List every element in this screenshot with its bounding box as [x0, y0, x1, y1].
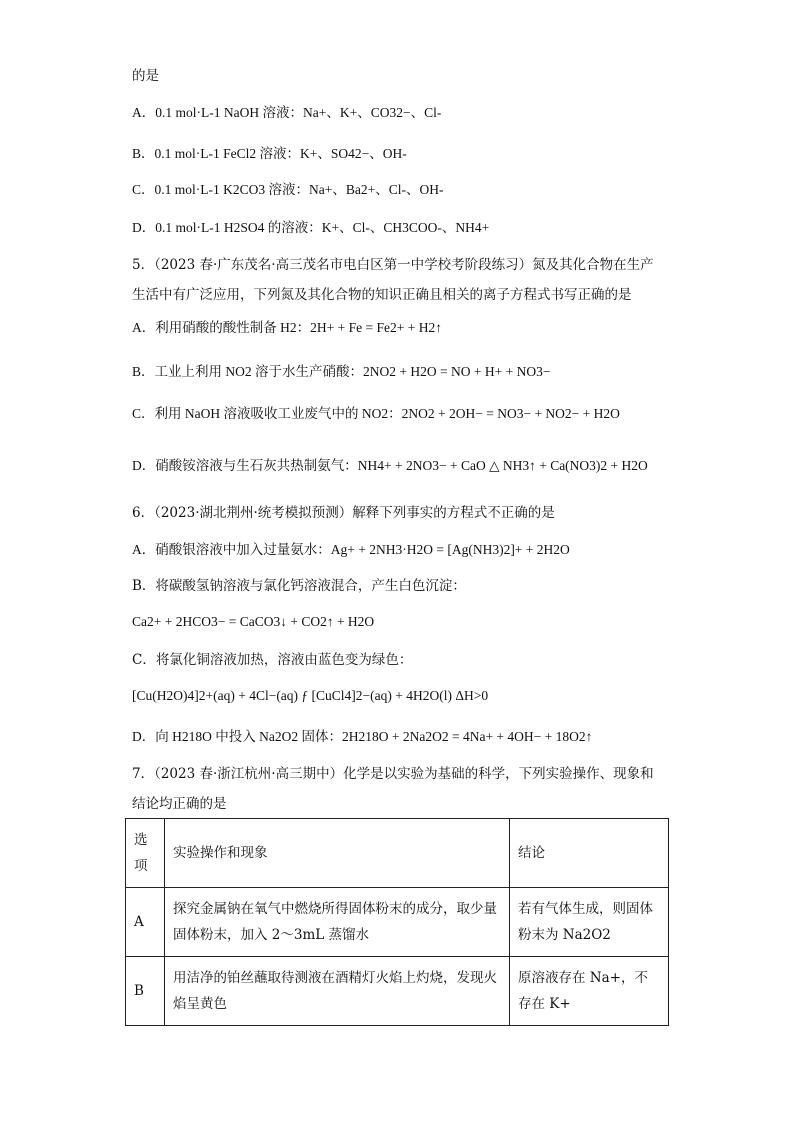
q5-option-b: B．工业上利用 NO2 溶于水生产硝酸：2NO2 + H2O = NO + H+ + NO3−: [132, 364, 551, 379]
question-5-stem-line2: 生活中有广泛应用，下列氮及其化合物的知识正确且相关的离子方程式书写正确的是: [132, 287, 632, 303]
q6-option-c: C．将氯化铜溶液加热，溶液由蓝色变为绿色：: [132, 652, 413, 668]
q6-option-b-equation: Ca2+ + 2HCO3− = CaCO3↓ + CO2↑ + H2O: [132, 614, 375, 629]
header-operation: 实验操作和现象: [165, 819, 510, 888]
question-5-stem-line1: 5．（2023 春·广东茂名·高三茂名市电白区第一中学校考阶段练习）氮及其化合物在生产: [132, 257, 654, 273]
question-7-stem-line1: 7．（2023 春·浙江杭州·高三期中）化学是以实验为基础的科学，下列实验操作、现象和: [132, 766, 654, 782]
q4-option-c: C．0.1 mol·L-1 K2CO3 溶液：Na+、Ba2+、Cl-、OH-: [132, 182, 444, 197]
header-option: 选项: [126, 819, 165, 888]
row-b-option: B: [126, 957, 165, 1026]
header-conclusion: 结论: [510, 819, 669, 888]
table-header-row: [126, 819, 669, 888]
q6-option-a: A．硝酸银溶液中加入过量氨水：Ag+ + 2NH3·H2O = [Ag(NH3)2]+ + 2H2O: [132, 542, 570, 557]
q5-option-d: D．硝酸铵溶液与生石灰共热制氨气：NH4+ + 2NO3− + CaO △ NH3↑ + Ca(NO3)2 + H2O: [132, 458, 648, 473]
q6-option-c-equation: [Cu(H2O)4]2+(aq) + 4Cl−(aq) ƒ [CuCl4]2−(aq) + 4H2O(l) ΔH>0: [132, 688, 489, 703]
row-b-conclusion: 原溶液存在 Na+，不存在 K+: [510, 957, 669, 1026]
row-a-conclusion: 若有气体生成，则固体粉末为 Na2O2: [510, 888, 669, 957]
question-7-stem-line2: 结论均正确的是: [132, 796, 227, 812]
q6-option-d: D．向 H218O 中投入 Na2O2 固体：2H218O + 2Na2O2 = 4Na+ + 4OH− + 18O2↑: [132, 729, 593, 744]
q5-option-a: A．利用硝酸的酸性制备 H2：2H+ + Fe = Fe2+ + H2↑: [132, 320, 442, 335]
q4-option-a: A．0.1 mol·L-1 NaOH 溶液：Na+、K+、CO32−、Cl-: [132, 105, 442, 120]
question-6-stem: 6．（2023·湖北荆州·统考模拟预测）解释下列事实的方程式不正确的是: [132, 505, 555, 521]
row-b-operation: 用洁净的铂丝蘸取待测液在酒精灯火焰上灼烧，发现火焰呈黄色: [165, 957, 510, 1026]
table-row: [126, 957, 669, 1026]
row-a-operation: 探究金属钠在氧气中燃烧所得固体粉末的成分，取少量固体粉末，加入 2～3mL 蒸馏水: [165, 888, 510, 957]
q5-option-c: C．利用 NaOH 溶液吸收工业废气中的 NO2：2NO2 + 2OH− = NO3− + NO2− + H2O: [132, 406, 620, 421]
question-4-stem-end: 的是: [132, 68, 159, 84]
q4-option-b: B．0.1 mol·L-1 FeCl2 溶液：K+、SO42−、OH-: [132, 146, 407, 161]
q6-option-b: B．将碳酸氢钠溶液与氯化钙溶液混合，产生白色沉淀：: [132, 578, 466, 594]
experiment-table: [125, 818, 669, 1026]
row-a-option: A: [126, 888, 165, 957]
q4-option-d: D．0.1 mol·L-1 H2SO4 的溶液：K+、Cl-、CH3COO-、NH4+: [132, 220, 490, 235]
table-row: [126, 888, 669, 957]
